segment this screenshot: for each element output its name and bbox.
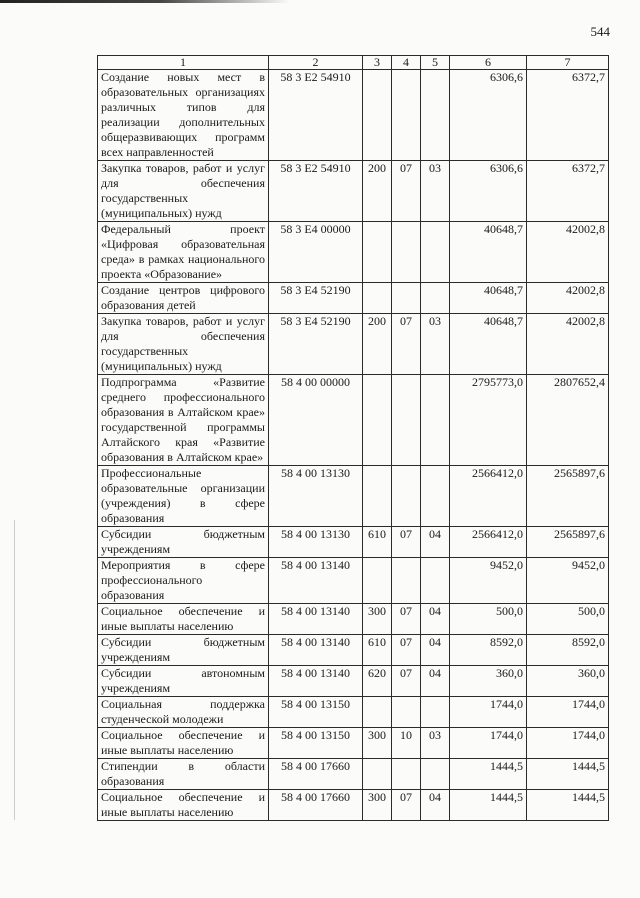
- row-code-cell: 58 3 E2 54910: [269, 161, 363, 222]
- row-expense-type-cell: 200: [363, 314, 392, 375]
- row-amount-col6-cell: 500,0: [450, 604, 527, 635]
- row-name-cell: Подпрограмма «Развитие среднего профессионального образования в Алтайском крае» государственной программы Алтайского края «Развитие образования в Алтайском крае»: [98, 375, 269, 466]
- row-code-cell: 58 4 00 17660: [269, 759, 363, 790]
- header-col-1: 1: [98, 56, 269, 70]
- table-row: [98, 283, 609, 314]
- header-col-2: 2: [269, 56, 363, 70]
- row-name-cell: Социальное обеспечение и иные выплаты населению: [98, 790, 269, 821]
- row-name-cell: Социальное обеспечение и иные выплаты населению: [98, 604, 269, 635]
- row-code-cell: 58 3 E2 54910: [269, 70, 363, 161]
- row-subsection-cell: 04: [421, 635, 450, 666]
- row-amount-col6-cell: 2566412,0: [450, 527, 527, 558]
- row-code-cell: 58 3 E4 00000: [269, 222, 363, 283]
- row-amount-col7-cell: 6372,7: [527, 161, 609, 222]
- row-code-cell: 58 4 00 13140: [269, 635, 363, 666]
- row-amount-col6-cell: 1744,0: [450, 697, 527, 728]
- row-name-cell: Закупка товаров, работ и услуг для обеспечения государственных (муниципальных) нужд: [98, 161, 269, 222]
- row-amount-col6-cell: 9452,0: [450, 558, 527, 604]
- row-code-cell: 58 3 E4 52190: [269, 314, 363, 375]
- row-amount-col6-cell: 1444,5: [450, 759, 527, 790]
- row-amount-col6-cell: 2566412,0: [450, 466, 527, 527]
- row-expense-type-cell: [363, 697, 392, 728]
- row-expense-type-cell: [363, 466, 392, 527]
- page-number: 544: [590, 24, 610, 39]
- table-row: [98, 527, 609, 558]
- row-amount-col7-cell: 6372,7: [527, 70, 609, 161]
- row-section-cell: [392, 558, 421, 604]
- row-name-cell: Федеральный проект «Цифровая образовательная среда» в рамках национального проекта «Образование»: [98, 222, 269, 283]
- row-code-cell: 58 4 00 13150: [269, 728, 363, 759]
- table-row: [98, 222, 609, 283]
- row-expense-type-cell: 610: [363, 527, 392, 558]
- row-subsection-cell: 04: [421, 527, 450, 558]
- table-row: [98, 466, 609, 527]
- row-amount-col6-cell: 1444,5: [450, 790, 527, 821]
- row-section-cell: [392, 466, 421, 527]
- row-amount-col7-cell: 8592,0: [527, 635, 609, 666]
- row-amount-col6-cell: 2795773,0: [450, 375, 527, 466]
- row-name-cell: Социальное обеспечение и иные выплаты населению: [98, 728, 269, 759]
- row-code-cell: 58 4 00 00000: [269, 375, 363, 466]
- table-row: [98, 558, 609, 604]
- row-expense-type-cell: [363, 283, 392, 314]
- row-amount-col6-cell: 1744,0: [450, 728, 527, 759]
- row-expense-type-cell: [363, 222, 392, 283]
- row-subsection-cell: 03: [421, 728, 450, 759]
- row-name-cell: Социальная поддержка студенческой молодежи: [98, 697, 269, 728]
- row-amount-col7-cell: 360,0: [527, 666, 609, 697]
- row-expense-type-cell: [363, 558, 392, 604]
- header-col-7: 7: [527, 56, 609, 70]
- row-amount-col6-cell: 40648,7: [450, 222, 527, 283]
- row-subsection-cell: 03: [421, 314, 450, 375]
- row-amount-col7-cell: 2807652,4: [527, 375, 609, 466]
- row-section-cell: 07: [392, 161, 421, 222]
- row-name-cell: Создание центров цифрового образования детей: [98, 283, 269, 314]
- row-name-cell: Субсидии автономным учреждениям: [98, 666, 269, 697]
- row-subsection-cell: 04: [421, 790, 450, 821]
- row-expense-type-cell: 610: [363, 635, 392, 666]
- row-name-cell: Закупка товаров, работ и услуг для обеспечения государственных (муниципальных) нужд: [98, 314, 269, 375]
- row-code-cell: 58 4 00 13150: [269, 697, 363, 728]
- row-subsection-cell: [421, 558, 450, 604]
- table-row: [98, 759, 609, 790]
- row-amount-col6-cell: 360,0: [450, 666, 527, 697]
- row-subsection-cell: 04: [421, 604, 450, 635]
- row-amount-col7-cell: 42002,8: [527, 283, 609, 314]
- table-row: [98, 728, 609, 759]
- row-section-cell: 07: [392, 527, 421, 558]
- header-col-3: 3: [363, 56, 392, 70]
- row-section-cell: [392, 697, 421, 728]
- row-amount-col6-cell: 6306,6: [450, 161, 527, 222]
- row-amount-col7-cell: 2565897,6: [527, 527, 609, 558]
- row-code-cell: 58 4 00 13140: [269, 558, 363, 604]
- row-amount-col7-cell: 1744,0: [527, 728, 609, 759]
- table-row: [98, 790, 609, 821]
- row-name-cell: Стипендии в области образования: [98, 759, 269, 790]
- row-expense-type-cell: [363, 375, 392, 466]
- row-section-cell: 07: [392, 635, 421, 666]
- header-col-6: 6: [450, 56, 527, 70]
- row-expense-type-cell: 200: [363, 161, 392, 222]
- row-section-cell: 07: [392, 666, 421, 697]
- scan-edge-shadow: [14, 520, 15, 820]
- row-code-cell: 58 4 00 17660: [269, 790, 363, 821]
- table-row: [98, 604, 609, 635]
- row-section-cell: 07: [392, 604, 421, 635]
- row-section-cell: 07: [392, 314, 421, 375]
- row-expense-type-cell: 300: [363, 790, 392, 821]
- row-code-cell: 58 4 00 13140: [269, 604, 363, 635]
- row-section-cell: 07: [392, 790, 421, 821]
- row-amount-col7-cell: 1744,0: [527, 697, 609, 728]
- row-name-cell: Создание новых мест в образовательных организациях различных типов для реализации дополнительных общеразвивающих программ всех направленностей: [98, 70, 269, 161]
- row-subsection-cell: 03: [421, 161, 450, 222]
- row-amount-col6-cell: 40648,7: [450, 314, 527, 375]
- table-row: [98, 697, 609, 728]
- row-expense-type-cell: [363, 70, 392, 161]
- row-subsection-cell: [421, 697, 450, 728]
- scan-artifact-line: [0, 0, 290, 3]
- row-expense-type-cell: [363, 759, 392, 790]
- row-amount-col7-cell: 9452,0: [527, 558, 609, 604]
- budget-table: [97, 55, 609, 821]
- table-row: [98, 161, 609, 222]
- row-subsection-cell: [421, 283, 450, 314]
- row-subsection-cell: [421, 222, 450, 283]
- row-name-cell: Профессиональные образовательные организации (учреждения) в сфере образования: [98, 466, 269, 527]
- row-amount-col7-cell: 500,0: [527, 604, 609, 635]
- table-row: [98, 666, 609, 697]
- row-amount-col7-cell: 1444,5: [527, 790, 609, 821]
- row-amount-col6-cell: 8592,0: [450, 635, 527, 666]
- row-amount-col7-cell: 42002,8: [527, 222, 609, 283]
- row-subsection-cell: [421, 466, 450, 527]
- row-code-cell: 58 4 00 13130: [269, 466, 363, 527]
- row-name-cell: Мероприятия в сфере профессионального образования: [98, 558, 269, 604]
- row-subsection-cell: [421, 70, 450, 161]
- row-section-cell: [392, 222, 421, 283]
- row-section-cell: [392, 283, 421, 314]
- row-name-cell: Субсидии бюджетным учреждениям: [98, 527, 269, 558]
- table-row: [98, 314, 609, 375]
- header-col-4: 4: [392, 56, 421, 70]
- table-row: [98, 375, 609, 466]
- row-section-cell: [392, 375, 421, 466]
- row-expense-type-cell: 300: [363, 604, 392, 635]
- row-subsection-cell: 04: [421, 666, 450, 697]
- row-expense-type-cell: 620: [363, 666, 392, 697]
- row-code-cell: 58 4 00 13130: [269, 527, 363, 558]
- row-section-cell: [392, 70, 421, 161]
- row-code-cell: 58 3 E4 52190: [269, 283, 363, 314]
- row-name-cell: Субсидии бюджетным учреждениям: [98, 635, 269, 666]
- row-amount-col6-cell: 40648,7: [450, 283, 527, 314]
- row-amount-col7-cell: 2565897,6: [527, 466, 609, 527]
- table-row: [98, 635, 609, 666]
- row-amount-col7-cell: 1444,5: [527, 759, 609, 790]
- row-subsection-cell: [421, 759, 450, 790]
- header-row: [98, 56, 609, 70]
- row-expense-type-cell: 300: [363, 728, 392, 759]
- header-col-5: 5: [421, 56, 450, 70]
- row-amount-col6-cell: 6306,6: [450, 70, 527, 161]
- row-section-cell: 10: [392, 728, 421, 759]
- row-code-cell: 58 4 00 13140: [269, 666, 363, 697]
- row-section-cell: [392, 759, 421, 790]
- row-amount-col7-cell: 42002,8: [527, 314, 609, 375]
- row-subsection-cell: [421, 375, 450, 466]
- table-row: [98, 70, 609, 161]
